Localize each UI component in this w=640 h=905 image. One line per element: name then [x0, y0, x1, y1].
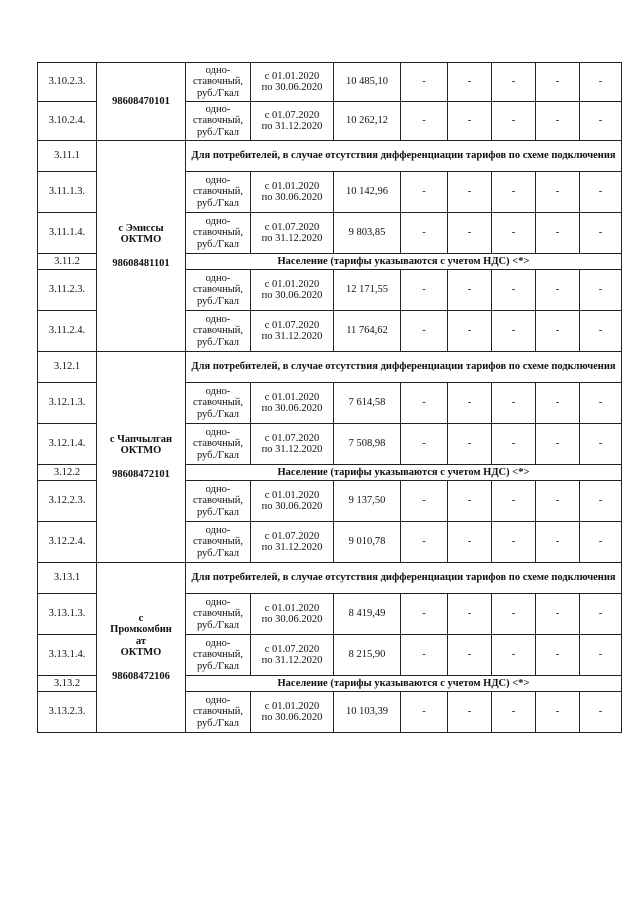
text-line: одно- — [205, 385, 231, 397]
rate-unit-cell — [186, 383, 251, 424]
period-cell — [251, 270, 334, 311]
section-header-cell: Для потребителей, в случае отсутствия дифференциации тарифов по схеме подключения — [186, 563, 622, 594]
text-line: ставочный, — [192, 438, 244, 450]
period-cell — [251, 522, 334, 563]
text-line: одно- — [205, 483, 231, 495]
tariff-table — [37, 62, 622, 733]
empty-dash-cell: - — [448, 594, 492, 635]
settlement-cell — [97, 352, 186, 563]
period-cell — [251, 481, 334, 522]
text-line: по 31.12.2020 — [261, 655, 323, 666]
text-line: с 01.07.2020 — [264, 319, 320, 331]
text-line: ставочный, — [192, 325, 244, 337]
empty-dash-cell: - — [492, 383, 536, 424]
text-line: ставочный, — [192, 649, 244, 661]
empty-dash-cell: - — [492, 481, 536, 522]
empty-dash-cell: - — [536, 481, 580, 522]
tariff-value-cell: 10 142,96 — [334, 172, 401, 213]
empty-dash-cell: - — [401, 424, 448, 465]
empty-dash-cell: - — [492, 102, 536, 141]
empty-dash-cell: - — [401, 311, 448, 352]
settlement-name: с Чапчылган — [109, 433, 173, 445]
oktmo-cell: 98608470101 — [97, 63, 186, 141]
text-line: ставочный, — [192, 227, 244, 239]
empty-dash-cell: - — [580, 594, 622, 635]
text-line: руб./Гкал — [196, 717, 240, 729]
text-line: одно- — [205, 272, 231, 284]
text-line: с 01.07.2020 — [264, 643, 320, 655]
empty-dash-cell: - — [536, 424, 580, 465]
text-line: по 30.06.2020 — [261, 712, 323, 723]
empty-dash-cell: - — [536, 635, 580, 676]
empty-dash-cell: - — [401, 172, 448, 213]
period-cell — [251, 594, 334, 635]
empty-dash-cell: - — [580, 270, 622, 311]
section-header-cell: Для потребителей, в случае отсутствия дифференциации тарифов по схеме подключения — [186, 141, 622, 172]
rate-unit-cell — [186, 311, 251, 352]
text-line: руб./Гкал — [196, 197, 240, 209]
rate-unit-cell — [186, 481, 251, 522]
empty-dash-cell: - — [448, 172, 492, 213]
empty-dash-cell: - — [580, 311, 622, 352]
section-header-row — [38, 563, 622, 594]
empty-dash-cell: - — [401, 383, 448, 424]
empty-dash-cell: - — [448, 522, 492, 563]
empty-dash-cell: - — [536, 383, 580, 424]
rate-unit-cell — [186, 270, 251, 311]
text-line: по 31.12.2020 — [261, 542, 323, 553]
tariff-value-cell: 9 803,85 — [334, 213, 401, 254]
empty-dash-cell: - — [580, 635, 622, 676]
empty-dash-cell: - — [492, 63, 536, 102]
empty-dash-cell: - — [492, 172, 536, 213]
empty-dash-cell: - — [448, 481, 492, 522]
spacer — [99, 246, 183, 258]
empty-dash-cell: - — [536, 172, 580, 213]
row-code-cell: 3.12.2 — [38, 465, 97, 481]
tariff-value-cell: 8 215,90 — [334, 635, 401, 676]
empty-dash-cell: - — [492, 522, 536, 563]
text-line: ставочный, — [192, 284, 244, 296]
period-cell — [251, 383, 334, 424]
settlement-name: ат — [135, 635, 147, 647]
text-line: с 01.01.2020 — [264, 602, 320, 614]
rate-unit-cell — [186, 635, 251, 676]
rate-unit-cell — [186, 424, 251, 465]
settlement-cell — [97, 141, 186, 352]
oktmo-label: ОКТМО — [120, 445, 162, 457]
section-header-row — [38, 141, 622, 172]
text-line: одно- — [205, 694, 231, 706]
empty-dash-cell: - — [536, 213, 580, 254]
row-code-cell: 3.11.1.3. — [38, 172, 97, 213]
row-code-cell: 3.12.2.3. — [38, 481, 97, 522]
tariff-table-body — [38, 63, 622, 733]
section-header-row — [38, 352, 622, 383]
oktmo-code: 98608472101 — [112, 468, 170, 480]
period-cell — [251, 424, 334, 465]
text-line: по 31.12.2020 — [261, 233, 323, 244]
text-line: руб./Гкал — [196, 295, 240, 307]
empty-dash-cell: - — [580, 424, 622, 465]
text-line: по 30.06.2020 — [261, 403, 323, 414]
text-line: по 30.06.2020 — [261, 614, 323, 625]
rate-unit-cell — [186, 692, 251, 733]
text-line: одно- — [205, 637, 231, 649]
empty-dash-cell: - — [492, 270, 536, 311]
text-line: одно- — [205, 524, 231, 536]
section-header-cell: Для потребителей, в случае отсутствия дифференциации тарифов по схеме подключения — [186, 352, 622, 383]
period-cell — [251, 213, 334, 254]
text-line: одно- — [205, 596, 231, 608]
empty-dash-cell: - — [401, 692, 448, 733]
section-header-cell: Население (тарифы указываются с учетом НДС) <*> — [186, 465, 622, 481]
row-code-cell: 3.13.1.4. — [38, 635, 97, 676]
row-code-cell: 3.10.2.4. — [38, 102, 97, 141]
tariff-value-cell: 8 419,49 — [334, 594, 401, 635]
text-line: с 01.01.2020 — [264, 700, 320, 712]
text-line: ставочный, — [192, 397, 244, 409]
text-line: руб./Гкал — [196, 126, 240, 138]
text-line: с 01.01.2020 — [264, 278, 320, 290]
empty-dash-cell: - — [536, 311, 580, 352]
row-code-cell: 3.12.1 — [38, 352, 97, 383]
text-line: руб./Гкал — [196, 336, 240, 348]
empty-dash-cell: - — [401, 102, 448, 141]
row-code-cell: 3.11.2.3. — [38, 270, 97, 311]
rate-unit-cell — [186, 63, 251, 102]
empty-dash-cell: - — [401, 63, 448, 102]
empty-dash-cell: - — [536, 102, 580, 141]
empty-dash-cell: - — [401, 594, 448, 635]
text-line: руб./Гкал — [196, 547, 240, 559]
period-cell — [251, 102, 334, 141]
row-code-cell: 3.12.2.4. — [38, 522, 97, 563]
text-line: одно- — [205, 64, 231, 76]
text-line: по 30.06.2020 — [261, 290, 323, 301]
oktmo-code: 98608481101 — [112, 257, 170, 269]
text-line: с 01.07.2020 — [264, 432, 320, 444]
tariff-value-cell: 11 764,62 — [334, 311, 401, 352]
empty-dash-cell: - — [580, 383, 622, 424]
empty-dash-cell: - — [448, 270, 492, 311]
text-line: по 30.06.2020 — [261, 192, 323, 203]
empty-dash-cell: - — [448, 692, 492, 733]
text-line: по 30.06.2020 — [261, 82, 323, 93]
text-line: одно- — [205, 103, 231, 115]
row-code-cell: 3.11.2.4. — [38, 311, 97, 352]
tariff-value-cell: 7 614,58 — [334, 383, 401, 424]
empty-dash-cell: - — [448, 213, 492, 254]
text-line: одно- — [205, 215, 231, 227]
row-code-cell: 3.10.2.3. — [38, 63, 97, 102]
rate-unit-cell — [186, 594, 251, 635]
empty-dash-cell: - — [536, 270, 580, 311]
empty-dash-cell: - — [401, 481, 448, 522]
text-line: ставочный, — [192, 115, 244, 127]
text-line: руб./Гкал — [196, 506, 240, 518]
row-code-cell: 3.11.2 — [38, 254, 97, 270]
text-line: ставочный, — [192, 706, 244, 718]
empty-dash-cell: - — [492, 594, 536, 635]
tariff-value-cell: 10 262,12 — [334, 102, 401, 141]
text-line: с 01.07.2020 — [264, 221, 320, 233]
empty-dash-cell: - — [401, 270, 448, 311]
rate-unit-cell — [186, 213, 251, 254]
text-line: руб./Гкал — [196, 660, 240, 672]
text-line: одно- — [205, 313, 231, 325]
text-line: одно- — [205, 426, 231, 438]
empty-dash-cell: - — [580, 172, 622, 213]
text-line: с 01.01.2020 — [264, 180, 320, 192]
empty-dash-cell: - — [401, 635, 448, 676]
period-cell — [251, 692, 334, 733]
rate-unit-cell — [186, 522, 251, 563]
empty-dash-cell: - — [580, 213, 622, 254]
section-header-cell: Население (тарифы указываются с учетом НДС) <*> — [186, 676, 622, 692]
row-code-cell: 3.13.2 — [38, 676, 97, 692]
empty-dash-cell: - — [448, 635, 492, 676]
text-line: одно- — [205, 174, 231, 186]
empty-dash-cell: - — [448, 102, 492, 141]
row-code-cell: 3.11.1.4. — [38, 213, 97, 254]
oktmo-label: ОКТМО — [120, 647, 162, 659]
empty-dash-cell: - — [448, 311, 492, 352]
text-line: с 01.01.2020 — [264, 70, 320, 82]
empty-dash-cell: - — [448, 63, 492, 102]
row-code-cell: 3.13.1.3. — [38, 594, 97, 635]
table-row — [38, 63, 622, 102]
tariff-value-cell: 9 137,50 — [334, 481, 401, 522]
empty-dash-cell: - — [536, 692, 580, 733]
text-line: ставочный, — [192, 76, 244, 88]
text-line: по 31.12.2020 — [261, 331, 323, 342]
settlement-cell — [97, 563, 186, 733]
row-code-cell: 3.12.1.3. — [38, 383, 97, 424]
empty-dash-cell: - — [580, 692, 622, 733]
empty-dash-cell: - — [401, 213, 448, 254]
tariff-value-cell: 12 171,55 — [334, 270, 401, 311]
empty-dash-cell: - — [492, 311, 536, 352]
empty-dash-cell: - — [492, 635, 536, 676]
text-line: руб./Гкал — [196, 449, 240, 461]
row-code-cell: 3.12.1.4. — [38, 424, 97, 465]
text-line: ставочный, — [192, 495, 244, 507]
text-line: по 30.06.2020 — [261, 501, 323, 512]
empty-dash-cell: - — [580, 102, 622, 141]
period-cell — [251, 635, 334, 676]
empty-dash-cell: - — [492, 692, 536, 733]
row-code-cell: 3.11.1 — [38, 141, 97, 172]
text-line: руб./Гкал — [196, 87, 240, 99]
period-cell — [251, 172, 334, 213]
tariff-value-cell: 10 103,39 — [334, 692, 401, 733]
spacer — [99, 457, 183, 469]
spacer — [99, 659, 183, 671]
empty-dash-cell: - — [536, 594, 580, 635]
settlement-name: с — [138, 612, 144, 624]
text-line: руб./Гкал — [196, 238, 240, 250]
section-header-cell: Население (тарифы указываются с учетом НДС) <*> — [186, 254, 622, 270]
settlement-name: с Эмиссы — [118, 222, 164, 234]
tariff-value-cell: 10 485,10 — [334, 63, 401, 102]
empty-dash-cell: - — [448, 424, 492, 465]
text-line: по 31.12.2020 — [261, 444, 323, 455]
period-cell — [251, 63, 334, 102]
text-line: с 01.01.2020 — [264, 489, 320, 501]
rate-unit-cell — [186, 102, 251, 141]
rate-unit-cell — [186, 172, 251, 213]
empty-dash-cell: - — [448, 383, 492, 424]
row-code-cell: 3.13.1 — [38, 563, 97, 594]
empty-dash-cell: - — [401, 522, 448, 563]
text-line: с 01.07.2020 — [264, 530, 320, 542]
empty-dash-cell: - — [580, 522, 622, 563]
oktmo-code: 98608472106 — [112, 670, 170, 682]
empty-dash-cell: - — [536, 63, 580, 102]
row-code-cell: 3.13.2.3. — [38, 692, 97, 733]
text-line: с 01.01.2020 — [264, 391, 320, 403]
empty-dash-cell: - — [492, 213, 536, 254]
period-cell — [251, 311, 334, 352]
text-line: с 01.07.2020 — [264, 109, 320, 121]
settlement-name: Промкомбин — [110, 624, 172, 636]
oktmo-label: ОКТМО — [120, 234, 162, 246]
empty-dash-cell: - — [536, 522, 580, 563]
empty-dash-cell: - — [580, 481, 622, 522]
empty-dash-cell: - — [580, 63, 622, 102]
tariff-value-cell: 7 508,98 — [334, 424, 401, 465]
empty-dash-cell: - — [492, 424, 536, 465]
text-line: по 31.12.2020 — [261, 121, 323, 132]
text-line: ставочный, — [192, 186, 244, 198]
tariff-value-cell: 9 010,78 — [334, 522, 401, 563]
text-line: руб./Гкал — [196, 619, 240, 631]
text-line: ставочный, — [192, 608, 244, 620]
text-line: ставочный, — [192, 536, 244, 548]
text-line: руб./Гкал — [196, 408, 240, 420]
